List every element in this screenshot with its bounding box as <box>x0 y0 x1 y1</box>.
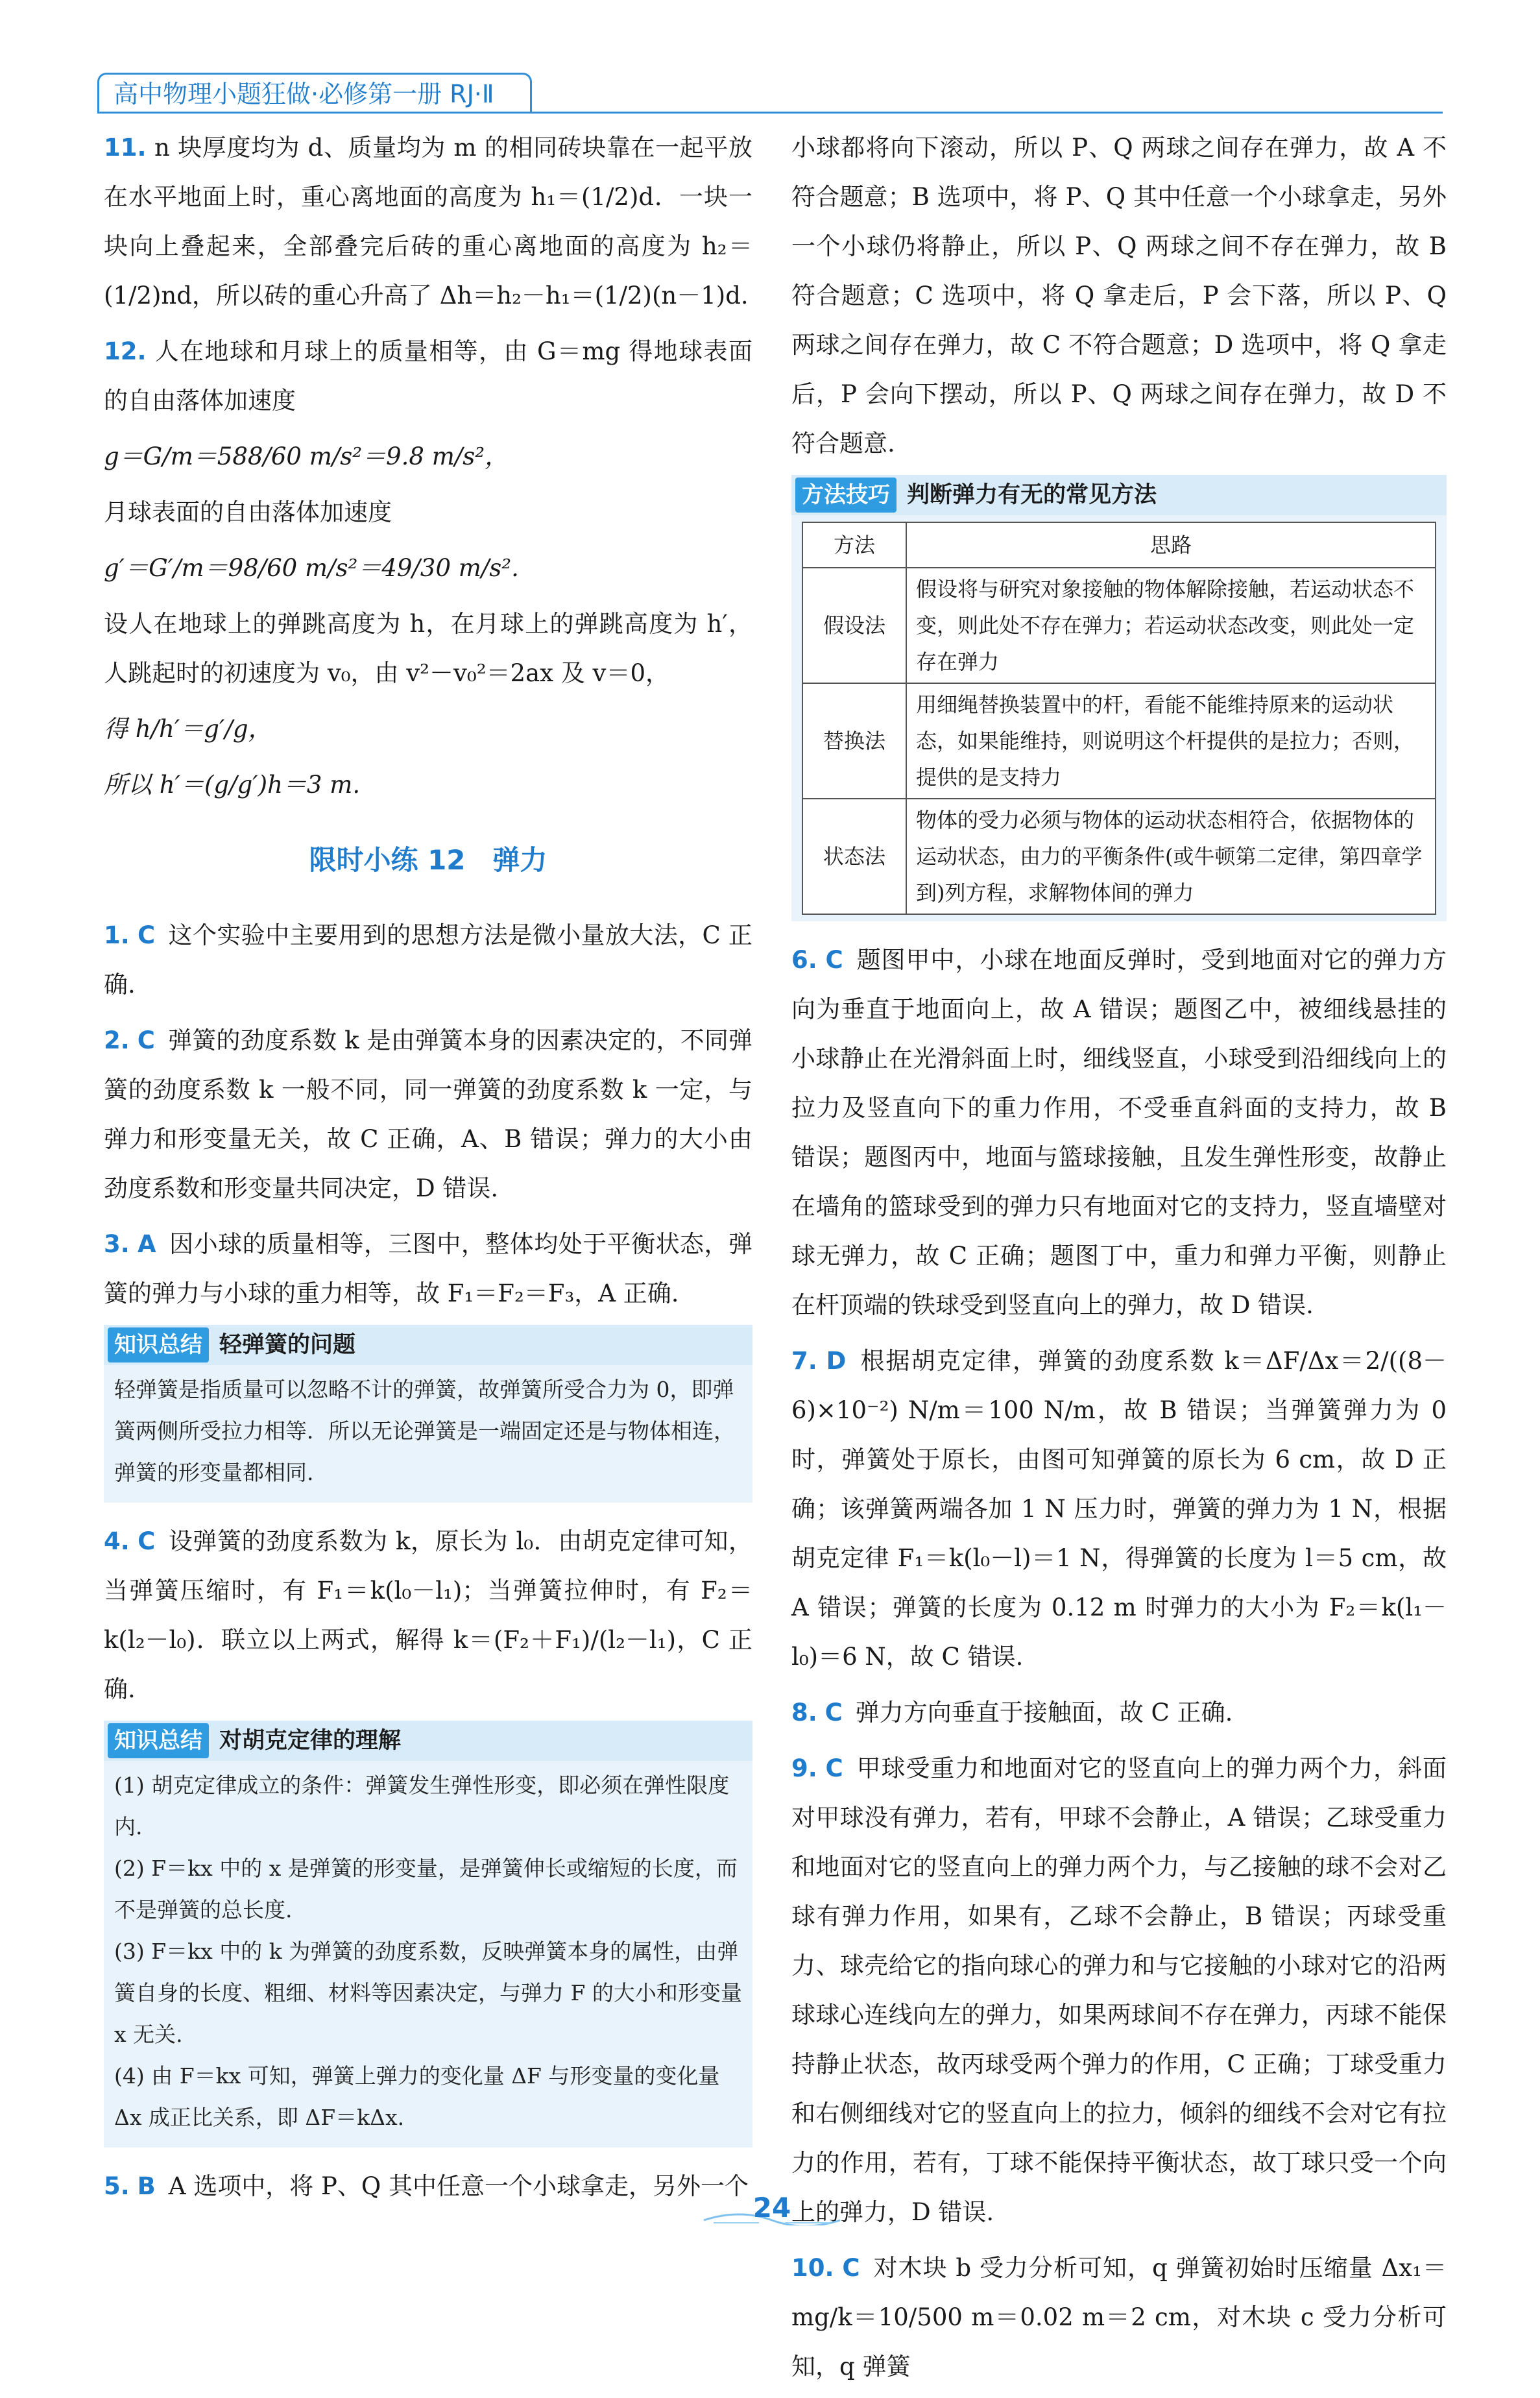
box-title: 判断弹力有无的常见方法 <box>907 482 1157 508</box>
summary-item: (1) 胡克定律成立的条件：弹簧发生弹性形变，即必须在弹性限度内. <box>114 1773 730 1839</box>
box-tag: 方法技巧 <box>795 478 896 513</box>
answer-number: 12. <box>104 337 147 365</box>
header-title: 高中物理小题狂做·必修第一册 RJ·Ⅱ <box>97 73 532 112</box>
table-row <box>802 799 1436 914</box>
answer-5 <box>104 2162 752 2211</box>
answer-number: 10. <box>791 2254 834 2282</box>
answer-9 <box>791 1744 1447 2237</box>
answer-3 <box>104 1220 752 1318</box>
knowledge-summary-box <box>104 1325 752 1503</box>
answer-number: 5. <box>104 2172 130 2200</box>
answer-choice: D <box>826 1347 847 1375</box>
equation-line: g＝G/m＝588/60 m/s²＝9.8 m/s²， <box>104 442 509 470</box>
page-number: 24 <box>752 2192 791 2223</box>
answer-text: 人在地球和月球上的质量相等，由 G＝mg 得地球表面的自由落体加速度 <box>104 337 752 415</box>
right-column <box>791 123 1447 2398</box>
answer-number: 6. <box>791 946 817 974</box>
answer-1 <box>104 911 752 1010</box>
knowledge-summary-box <box>104 1721 752 2148</box>
answer-6 <box>791 936 1447 1330</box>
answer-text: A 选项中，将 P、Q 其中任意一个小球拿走，另外一个 <box>168 2172 749 2200</box>
answer-text: 对木块 b 受力分析可知，q 弹簧初始时压缩量 Δx₁＝mg/k＝10/500 m＝0.02 m＝2 cm，对木块 c 受力分析可知，q 弹簧 <box>791 2254 1447 2380</box>
header-rule <box>97 112 1443 114</box>
answer-number: 11. <box>104 134 147 162</box>
answer-choice: A <box>138 1230 156 1258</box>
answer-4 <box>104 1517 752 1714</box>
text-line: 设人在地球上的弹跳高度为 h，在月球上的弹跳高度为 h′，人跳起时的初速度为 v₀，由 v²－v₀²＝2ax 及 v＝0， <box>104 610 752 687</box>
equation-line: 得 h/h′＝g′/g， <box>104 715 272 743</box>
answer-choice: C <box>137 1026 155 1054</box>
summary-item: (3) F＝kx 中的 k 为弹簧的劲度系数，反映弹簧本身的属性，由弹簧自身的长度、粗细、材料等因素决定，与弹力 F 的大小和形变量 x 无关. <box>114 1939 742 2047</box>
answer-11 <box>104 123 752 321</box>
section-title: 限时小练 12 弹力 <box>309 844 547 876</box>
answer-text: 弹簧的劲度系数 k 是由弹簧本身的因素决定的，不同弹簧的劲度系数 k 一般不同，同一弹簧的劲度系数 k 一定，与弹力和形变量无关，故 C 正确，A、B 错误；弹力的大小由劲度系数和形变量共同决定，D 错误. <box>104 1026 752 1202</box>
box-body <box>104 1761 752 2141</box>
answer-text: 弹力方向垂直于接触面，故 C 正确. <box>855 1699 1233 1726</box>
table-row <box>802 568 1436 683</box>
table-header: 方法 <box>802 522 906 568</box>
equation-line: g′＝G′/m＝98/60 m/s²＝49/30 m/s². <box>104 554 519 582</box>
answer-10 <box>791 2244 1447 2392</box>
answer-number: 1. <box>104 921 130 949</box>
method-tips-box <box>791 475 1447 921</box>
answer-number: 9. <box>791 1754 817 1782</box>
box-tag: 知识总结 <box>108 1723 209 1758</box>
answer-text: 设弹簧的劲度系数为 k，原长为 l₀．由胡克定律可知，当弹簧压缩时，有 F₁＝k(l₀－l₁)；当弹簧拉伸时，有 F₂＝k(l₂－l₀)．联立以上两式，解得 k＝(F₂＋F₁)/(l₂－l₁)，C 正确. <box>104 1527 753 1703</box>
table-header: 思路 <box>906 522 1436 568</box>
answer-choice: C <box>825 1754 843 1782</box>
answer-7 <box>791 1337 1447 1682</box>
method-cell: 假设法 <box>802 568 906 683</box>
answer-number: 2. <box>104 1026 130 1054</box>
answer-choice: C <box>842 2254 860 2282</box>
summary-item: (4) 由 F＝kx 可知，弹簧上弹力的变化量 ΔF 与形变量的变化量 Δx 成正比关系，即 ΔF＝kΔx. <box>114 2063 720 2130</box>
answer-choice: C <box>824 1699 843 1726</box>
idea-cell: 假设将与研究对象接触的物体解除接触，若运动状态不变，则此处不存在弹力；若运动状态改变，则此处一定存在弹力 <box>906 568 1436 683</box>
answer-8 <box>791 1688 1447 1738</box>
box-title: 对胡克定律的理解 <box>219 1728 402 1754</box>
box-body: 轻弹簧是指质量可以忽略不计的弹簧，故弹簧所受合力为 0，即弹簧两侧所受拉力相等．所以无论弹簧是一端固定还是与物体相连，弹簧的形变量都相同. <box>114 1377 735 1485</box>
left-column <box>104 123 752 2218</box>
summary-item: (2) F＝kx 中的 x 是弹簧的形变量，是弹簧伸长或缩短的长度，而不是弹簧的总长度. <box>114 1856 738 1922</box>
box-header <box>791 475 1447 515</box>
answer-text: 因小球的质量相等，三图中，整体均处于平衡状态，弹簧的弹力与小球的重力相等，故 F₁＝F₂＝F₃，A 正确. <box>104 1230 752 1307</box>
answer-5-continued: 小球都将向下滚动，所以 P、Q 两球之间存在弹力，故 A 不符合题意；B 选项中，将 P、Q 其中任意一个小球拿走，另外一个小球仍将静止，所以 P、Q 两球之间不存在弹力，故 B 符合题意；C 选项中，将 Q 拿走后，P 会下落，所以 P、Q 两球之间存在弹力，故 C 不符合题意；D 选项中，将 Q 拿走后，P 会向下摆动，所以 P、Q 两球之间存在弹力，故 D 不符合题意. <box>791 134 1447 457</box>
answer-2 <box>104 1016 752 1213</box>
answer-choice: C <box>138 1527 156 1555</box>
table-row <box>802 683 1436 799</box>
answer-text: 题图甲中，小球在地面反弹时，受到地面对它的弹力方向为垂直于地面向上，故 A 错误；题图乙中，被细线悬挂的小球静止在光滑斜面上时，细线竖直，小球受到沿细线向上的拉力及竖直向下的重力作用，不受垂直斜面的支持力，故 B 错误；题图丙中，地面与篮球接触，且发生弹性形变，故静止在墙角的篮球受到的弹力只有地面对它的支持力，竖直墙壁对球无弹力，故 C 正确；题图丁中，重力和弹力平衡，则静止在杆顶端的铁球受到竖直向上的弹力，故 D 错误. <box>791 946 1447 1319</box>
box-tag: 知识总结 <box>108 1327 209 1362</box>
answer-choice: C <box>825 946 843 974</box>
answer-text: n 块厚度均为 d、质量均为 m 的相同砖块靠在一起平放在水平地面上时，重心离地面的高度为 h₁＝(1/2)d．一块一块向上叠起来，全部叠完后砖的重心离地面的高度为 h₂＝(1/2)nd，所以砖的重心升高了 Δh＝h₂－h₁＝(1/2)(n－1)d. <box>104 134 752 309</box>
answer-choice: C <box>137 921 156 949</box>
method-table <box>802 522 1436 915</box>
answer-text: 甲球受重力和地面对它的竖直向上的弹力两个力，斜面对甲球没有弹力，若有，甲球不会静止，A 错误；乙球受重力和地面对它的竖直向上的弹力两个力，与乙接触的球不会对乙球有弹力作用，如果有，乙球不会静止，B 错误；丙球受重力、球壳给它的指向球心的弹力和与它接触的小球对它的沿两球球心连线向左的弹力，如果两球间不存在弹力，丙球不能保持静止状态，故丙球受两个弹力的作用，C 正确；丁球受重力和右侧细线对它的竖直向上的拉力，倾斜的细线不会对它有拉力的作用，若有，丁球不能保持平衡状态，故丁球只受一个向上的弹力，D 错误. <box>791 1754 1447 2226</box>
answer-choice: B <box>137 2172 156 2200</box>
answer-number: 7. <box>791 1347 817 1375</box>
box-title: 轻弹簧的问题 <box>219 1332 356 1358</box>
answer-number: 8. <box>791 1699 817 1726</box>
equation-line: 所以 h′＝(g/g′)h＝3 m. <box>104 771 361 799</box>
method-cell: 替换法 <box>802 683 906 799</box>
box-header <box>104 1721 752 1761</box>
idea-cell: 物体的受力必须与物体的运动状态相符合，依据物体的运动状态，由力的平衡条件(或牛顿第二定律，第四章学到)列方程，求解物体间的弹力 <box>906 799 1436 914</box>
answer-number: 4. <box>104 1527 130 1555</box>
answer-12 <box>104 327 752 426</box>
answer-text: 这个实验中主要用到的思想方法是微小量放大法，C 正确. <box>104 921 752 999</box>
box-header <box>104 1325 752 1365</box>
answer-number: 3. <box>104 1230 130 1258</box>
text-line: 月球表面的自由落体加速度 <box>104 498 392 526</box>
answer-text: 根据胡克定律，弹簧的劲度系数 k＝ΔF/Δx＝2/((8－6)×10⁻²) N/m＝100 N/m，故 B 错误；当弹簧弹力为 0 时，弹簧处于原长，由图可知弹簧的原长为 6 cm，故 D 正确；该弹簧两端各加 1 N 压力时，弹簧的弹力为 1 N，根据胡克定律 F₁＝k(l₀－l)＝1 N，得弹簧的长度为 l＝5 cm，故 A 错误；弹簧的长度为 0.12 m 时弹力的大小为 F₂＝k(l₁－l₀)＝6 N，故 C 错误. <box>791 1347 1447 1671</box>
idea-cell: 用细绳替换装置中的杆，看能不能维持原来的运动状态，如果能维持，则说明这个杆提供的是拉力；否则，提供的是支持力 <box>906 683 1436 799</box>
method-cell: 状态法 <box>802 799 906 914</box>
